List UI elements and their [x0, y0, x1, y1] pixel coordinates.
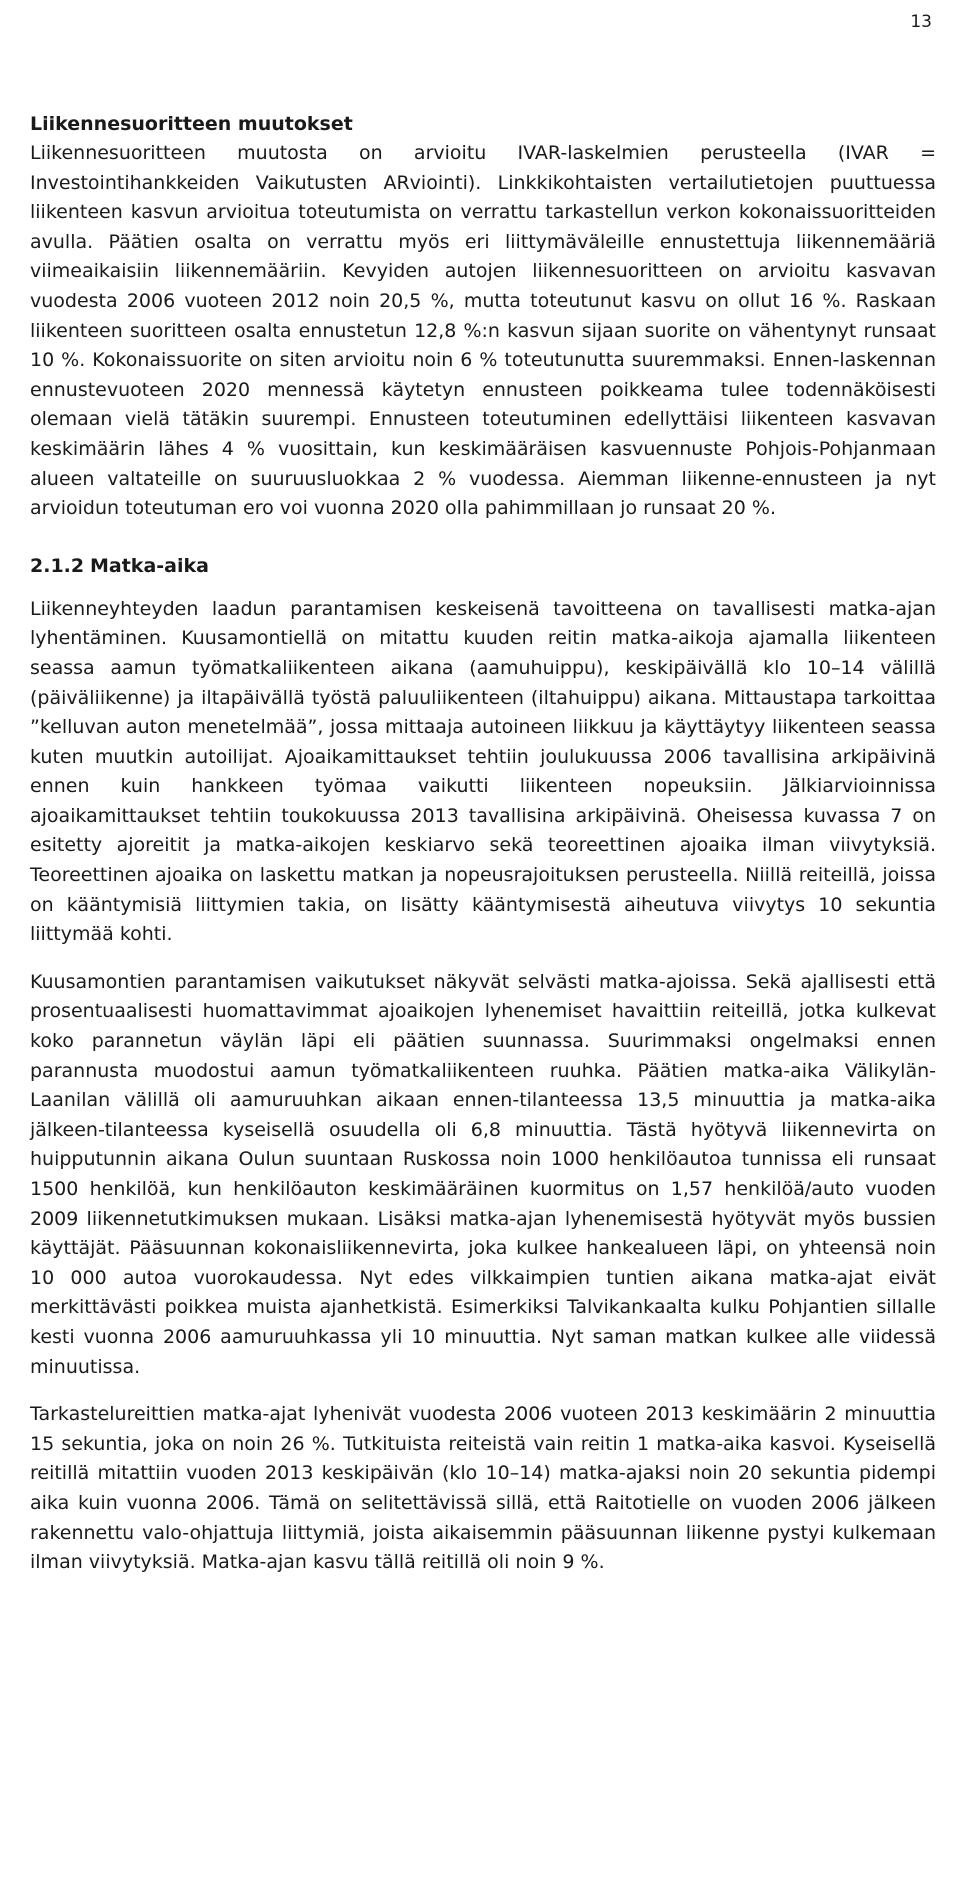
paragraph-travel-time-2: Kuusamontien parantamisen vaikutukset näkyvät selvästi matka-ajoissa. Sekä ajallisesti että prosentuaalisesti huomattavimmat ajoaikojen lyhenemiset havaittiin reiteillä, jotka kulkevat koko parannetun väylän läpi eli päätien suunnassa. Suurimmaksi ongelmaksi ennen parannusta muodostui aamun työmatkaliikenteen ruuhka. Päätien matka-aika Välikylän-Laanilan välillä oli aamuruuhkan aikaan ennen-tilanteessa 13,5 minuuttia ja matka-aika jälkeen-tilanteessa kyseisellä osuudella oli 6,8 minuuttia. Tästä hyötyvä liikennevirta on huipputunnin aikana Oulun suuntaan Ruskossa noin 1000 henkilöautoa tunnissa eli runsaat 1500 henkilöä, kun henkilöauton keskimääräinen kuormitus on 1,57 henkilöä/auto vuoden 2009 liikennetutkimuksen mukaan. Lisäksi matka-ajan lyhenemisestä hyötyvät myös bussien käyttäjät. Pääsuunnan kokonaisliikennevirta, joka kulkee hankealueen läpi, on yhteensä noin 10 000 autoa vuorokaudessa. Nyt edes vilkkaimpien tuntien aikana matka-ajat eivät merkittävästi poikkea muista ajanhetkistä. Esimerkiksi Talvikankaalta kulku Pohjantien sillalle kesti vuonna 2006 aamuruuhkassa yli 10 minuuttia. Nyt saman matkan kulkee alle viidessä minuutissa.: [30, 970, 936, 1378]
page-number: 13: [910, 12, 932, 32]
paragraph-travel-time-1: Liikenneyhteyden laadun parantamisen keskeisenä tavoitteena on tavallisesti matka-ajan lyhentäminen. Kuusamontiellä on mitattu kuuden reitin matka-aikoja ajamalla liikenteen seassa aamun työmatkaliikenteen aikana (aamuhuippu), keskipäivällä klo 10–14 välillä (päiväliikenne) ja iltapäivällä työstä paluuliikenteen (iltahuippu) aikana. Mittaustapa tarkoittaa ”kelluvan auton menetelmää”, jossa mittaaja autoineen liikkuu ja käyttäytyy liikenteen seassa kuten muutkin autoilijat. Ajoaikamittaukset tehtiin joulukuussa 2006 tavallisina arkipäivinä ennen kuin hankkeen työmaa vaikutti liikenteen nopeuksiin. Jälkiarvioinnissa ajoaikamittaukset tehtiin toukokuussa 2013 tavallisina arkipäivinä. Oheisessa kuvassa 7 on esitetty ajoreitit ja matka-aikojen keskiarvo sekä teoreettinen ajoaika ilman viivytyksiä. Teoreettinen ajoaika on laskettu matkan ja nopeusrajoituksen perusteella. Niillä reiteillä, joissa on kääntymisiä liittymien takia, on lisätty kääntymisestä aiheutuva viivytys 10 sekuntia liittymää kohti.: [30, 597, 936, 946]
section-heading-travel-time: [30, 552, 936, 581]
paragraph-traffic-performance: Liikennesuoritteen muutosta on arvioitu IVAR-laskelmien perusteella (IVAR = Investointihankkeiden Vaikutusten ARviointi). Linkkikohtaisten vertailutietojen puuttuessa liikenteen kasvun arvioitua toteutumista on verrattu tarkastellun verkon kokonaissuoritteiden avulla. Päätien osalta on verrattu myös eri liittymäväleille ennustettuja liikennemääriä viimeaikaisiin liikennemääriin. Kevyiden autojen liikennesuoritteen on arvioitu kasvavan vuodesta 2006 vuoteen 2012 noin 20,5 %, mutta toteutunut kasvu on ollut 16 %. Raskaan liikenteen suoritteen osalta ennustetun 12,8 %:n kasvun sijaan suorite on vähentynyt runsaat 10 %. Kokonaissuorite on siten arvioitu noin 6 % toteutunutta suuremmaksi. Ennen-laskennan ennustevuoteen 2020 mennessä käytetyn ennusteen poikkeama tulee todennäköisesti olemaan vielä tätäkin suurempi. Ennusteen toteutuminen edellyttäisi liikenteen kasvavan keskimäärin lähes 4 % vuosittain, kun keskimääräisen kasvuennuste Pohjois-Pohjanmaan alueen valtateille on suuruusluokkaa 2 % vuodessa. Aiemman liikenne-ennusteen ja nyt arvioidun toteutuman ero voi vuonna 2020 olla pahimmillaan jo runsaat 20 %.: [30, 142, 936, 520]
document-body: [30, 110, 936, 1578]
paragraph-travel-time-3: Tarkastelureittien matka-ajat lyhenivät vuodesta 2006 vuoteen 2013 keskimäärin 2 minuuttia 15 sekuntia, joka on noin 26 %. Tutkituista reiteistä vain reitin 1 matka-aika kasvoi. Kyseisellä reitillä mitattiin vuoden 2013 keskipäivän (klo 10–14) matka-ajaksi noin 20 sekuntia pidempi aika kuin vuonna 2006. Tämä on selitettävissä sillä, että Raitotielle on vuoden 2006 jälkeen rakennettu valo-ohjattuja liittymiä, joista aikaisemmin pääsuunnan liikenne pystyi kulkemaan ilman viivytyksiä. Matka-ajan kasvu tällä reitillä oli noin 9 %.: [30, 1403, 936, 1574]
section-title: Matka-aika: [90, 554, 209, 577]
section-heading-traffic-performance: Liikennesuoritteen muutokset: [30, 113, 353, 135]
section-number: 2.1.2: [30, 554, 85, 577]
